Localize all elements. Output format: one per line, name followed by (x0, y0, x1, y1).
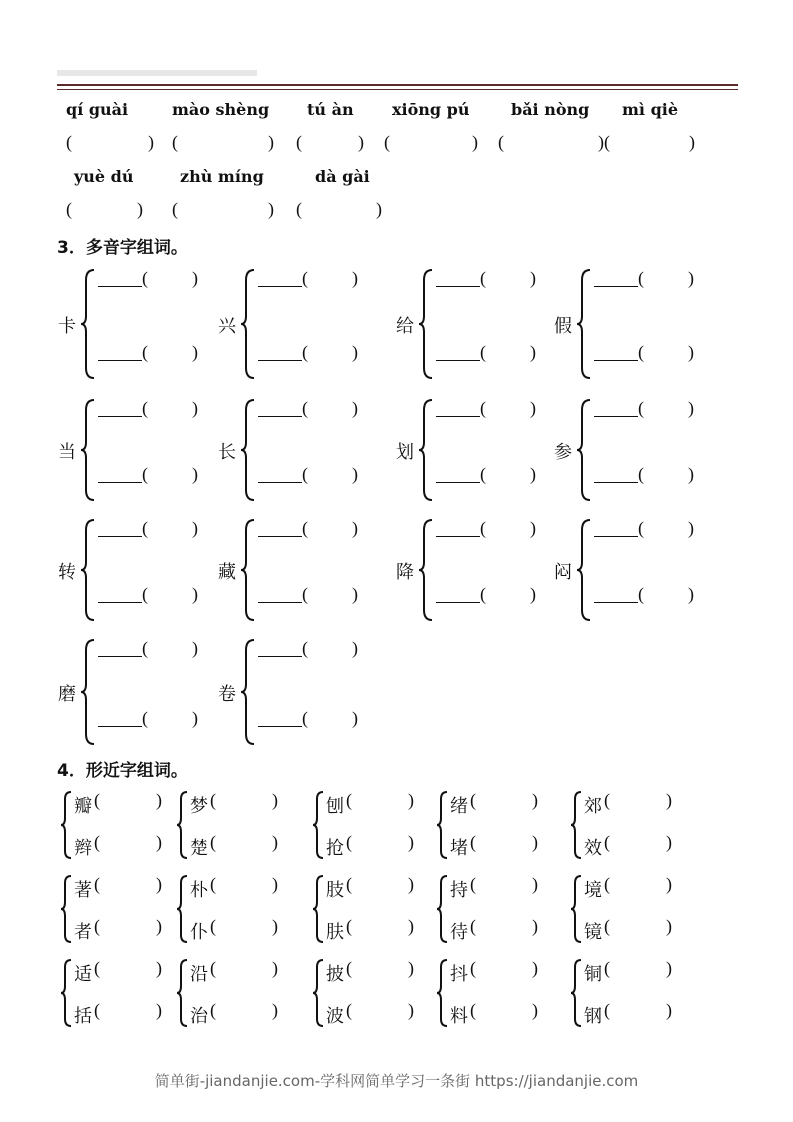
answer-paren-close: ) (137, 199, 143, 219)
similar-char: 绪 (450, 796, 468, 817)
polyphone-char: 给 (396, 316, 414, 337)
polyphone-char: 藏 (218, 562, 236, 583)
pinyin-paren-close: ) (530, 268, 536, 288)
answer-paren-close: ) (689, 132, 695, 152)
similar-char: 刨 (326, 796, 344, 817)
curly-brace (240, 268, 256, 380)
header-faint-text (57, 70, 257, 76)
answer-paren-close: )( (598, 132, 610, 152)
curly-brace (60, 874, 72, 944)
word-paren-close: ) (408, 790, 414, 810)
pinyin-paren-open[interactable]: ( (302, 708, 308, 728)
pinyin-paren-open[interactable]: ( (302, 584, 308, 604)
pinyin-paren-close: ) (192, 342, 198, 362)
answer-paren-open[interactable]: ( (296, 199, 302, 219)
answer-paren-close: ) (268, 199, 274, 219)
word-paren-open[interactable]: ( (604, 790, 610, 810)
word-paren-open[interactable]: ( (604, 1000, 610, 1020)
word-blank-bottom[interactable] (594, 482, 638, 483)
pinyin-paren-close: ) (352, 584, 358, 604)
word-blank-top[interactable] (436, 536, 480, 537)
pinyin-paren-close: ) (688, 584, 694, 604)
answer-paren-close: ) (148, 132, 154, 152)
curly-brace (240, 638, 256, 746)
similar-char: 效 (584, 838, 602, 859)
pinyin-paren-open[interactable]: ( (142, 464, 148, 484)
curly-brace (576, 268, 592, 380)
similar-char: 抢 (326, 838, 344, 859)
word-blank-bottom[interactable] (258, 726, 302, 727)
word-paren-close: ) (156, 958, 162, 978)
curly-brace (570, 874, 582, 944)
pinyin-paren-close: ) (688, 518, 694, 538)
pinyin-paren-open[interactable]: ( (142, 518, 148, 538)
pinyin-item: yuè dú (74, 167, 134, 186)
curly-brace (176, 790, 188, 860)
pinyin-paren-close: ) (192, 584, 198, 604)
pinyin-item: zhù míng (180, 167, 264, 186)
pinyin-paren-open[interactable]: ( (302, 638, 308, 658)
word-paren-close: ) (532, 832, 538, 852)
polyphone-char: 降 (396, 562, 414, 583)
pinyin-item: tú àn (307, 100, 354, 119)
pinyin-paren-open[interactable]: ( (638, 398, 644, 418)
header-rule (57, 84, 738, 86)
answer-paren-open[interactable]: ( (172, 199, 178, 219)
pinyin-paren-open[interactable]: ( (480, 268, 486, 288)
word-paren-open[interactable]: ( (346, 916, 352, 936)
pinyin-paren-close: ) (192, 464, 198, 484)
word-blank-top[interactable] (258, 416, 302, 417)
answer-paren-open[interactable]: ( (172, 132, 178, 152)
section-4-title: 4．形近字组词。 (57, 761, 188, 781)
curly-brace (570, 790, 582, 860)
similar-char: 治 (190, 1006, 208, 1027)
pinyin-item: mì qiè (622, 100, 679, 119)
word-blank-top[interactable] (258, 536, 302, 537)
similar-char: 肤 (326, 922, 344, 943)
word-paren-close: ) (408, 1000, 414, 1020)
polyphone-char: 当 (58, 442, 76, 463)
pinyin-paren-open[interactable]: ( (638, 268, 644, 288)
pinyin-item: xiōng pú (392, 100, 470, 119)
answer-paren-open[interactable]: ( (384, 132, 390, 152)
word-paren-close: ) (272, 1000, 278, 1020)
answer-paren-open[interactable]: ( (66, 132, 72, 152)
answer-paren-open[interactable]: ( (296, 132, 302, 152)
word-blank-bottom[interactable] (98, 602, 142, 603)
curly-brace (60, 790, 72, 860)
word-paren-close: ) (408, 874, 414, 894)
word-paren-close: ) (408, 958, 414, 978)
similar-char: 郊 (584, 796, 602, 817)
word-blank-bottom[interactable] (258, 602, 302, 603)
word-paren-open[interactable]: ( (470, 958, 476, 978)
word-blank-top[interactable] (98, 286, 142, 287)
word-paren-open[interactable]: ( (604, 916, 610, 936)
similar-char: 境 (584, 880, 602, 901)
curly-brace (312, 958, 324, 1028)
word-paren-open[interactable]: ( (604, 832, 610, 852)
pinyin-paren-close: ) (352, 342, 358, 362)
polyphone-char: 假 (554, 316, 572, 337)
pinyin-paren-close: ) (530, 398, 536, 418)
word-paren-open[interactable]: ( (94, 874, 100, 894)
word-paren-open[interactable]: ( (604, 874, 610, 894)
word-paren-open[interactable]: ( (346, 832, 352, 852)
pinyin-paren-open[interactable]: ( (142, 638, 148, 658)
word-blank-bottom[interactable] (98, 726, 142, 727)
answer-paren-open[interactable]: ( (66, 199, 72, 219)
footer-watermark: 简单街-jiandanjie.com-学科网简单学习一条街 https://jiandanjie.com (154, 1072, 639, 1090)
curly-brace (80, 518, 96, 622)
similar-char: 料 (450, 1006, 468, 1027)
word-blank-top[interactable] (258, 286, 302, 287)
pinyin-paren-close: ) (688, 268, 694, 288)
header-rule-thin (57, 89, 738, 90)
pinyin-item: qí guài (66, 100, 129, 119)
polyphone-char: 兴 (218, 316, 236, 337)
word-paren-close: ) (156, 832, 162, 852)
word-paren-close: ) (272, 832, 278, 852)
similar-char: 披 (326, 964, 344, 985)
pinyin-item: mào shèng (172, 100, 270, 119)
polyphone-char: 转 (58, 562, 76, 583)
pinyin-paren-close: ) (352, 398, 358, 418)
word-paren-close: ) (532, 958, 538, 978)
similar-char: 梦 (190, 796, 208, 817)
answer-paren-close: ) (268, 132, 274, 152)
word-paren-open[interactable]: ( (210, 874, 216, 894)
word-blank-top[interactable] (436, 286, 480, 287)
pinyin-paren-close: ) (530, 342, 536, 362)
pinyin-paren-close: ) (192, 268, 198, 288)
word-paren-open[interactable]: ( (210, 958, 216, 978)
word-paren-open[interactable]: ( (470, 1000, 476, 1020)
pinyin-paren-close: ) (530, 518, 536, 538)
word-paren-open[interactable]: ( (210, 1000, 216, 1020)
similar-char: 待 (450, 922, 468, 943)
word-paren-close: ) (666, 832, 672, 852)
pinyin-paren-open[interactable]: ( (142, 268, 148, 288)
curly-brace (436, 874, 448, 944)
pinyin-paren-close: ) (192, 708, 198, 728)
pinyin-paren-close: ) (352, 518, 358, 538)
word-paren-open[interactable]: ( (346, 790, 352, 810)
curly-brace (418, 518, 434, 622)
curly-brace (576, 398, 592, 502)
word-paren-close: ) (532, 874, 538, 894)
word-paren-close: ) (272, 916, 278, 936)
similar-char: 著 (74, 880, 92, 901)
word-paren-open[interactable]: ( (470, 790, 476, 810)
word-blank-bottom[interactable] (258, 360, 302, 361)
curly-brace (312, 874, 324, 944)
curly-brace (576, 518, 592, 622)
word-paren-open[interactable]: ( (346, 958, 352, 978)
pinyin-paren-open[interactable]: ( (480, 584, 486, 604)
similar-char: 铜 (584, 964, 602, 985)
word-paren-open[interactable]: ( (470, 832, 476, 852)
pinyin-paren-open[interactable]: ( (480, 398, 486, 418)
pinyin-paren-close: ) (688, 464, 694, 484)
answer-paren-open[interactable]: ( (498, 132, 504, 152)
curly-brace (80, 398, 96, 502)
word-paren-open[interactable]: ( (94, 916, 100, 936)
word-paren-close: ) (532, 790, 538, 810)
word-paren-close: ) (408, 916, 414, 936)
word-blank-bottom[interactable] (436, 482, 480, 483)
pinyin-paren-close: ) (530, 584, 536, 604)
word-paren-close: ) (666, 1000, 672, 1020)
word-paren-close: ) (666, 790, 672, 810)
word-paren-open[interactable]: ( (470, 916, 476, 936)
pinyin-paren-open[interactable]: ( (302, 268, 308, 288)
word-paren-close: ) (156, 874, 162, 894)
word-paren-open[interactable]: ( (94, 790, 100, 810)
similar-char: 适 (74, 964, 92, 985)
curly-brace (80, 638, 96, 746)
word-blank-top[interactable] (98, 656, 142, 657)
word-paren-close: ) (156, 916, 162, 936)
polyphone-char: 闷 (554, 562, 572, 583)
similar-char: 瓣 (74, 796, 92, 817)
curly-brace (240, 518, 256, 622)
similar-char: 者 (74, 922, 92, 943)
similar-char: 抖 (450, 964, 468, 985)
word-paren-open[interactable]: ( (94, 1000, 100, 1020)
curly-brace (176, 874, 188, 944)
pinyin-item: bǎi nòng (511, 100, 590, 119)
pinyin-paren-open[interactable]: ( (302, 518, 308, 538)
curly-brace (80, 268, 96, 380)
word-blank-bottom[interactable] (98, 360, 142, 361)
word-paren-open[interactable]: ( (346, 874, 352, 894)
pinyin-paren-close: ) (688, 398, 694, 418)
word-paren-open[interactable]: ( (210, 916, 216, 936)
word-paren-open[interactable]: ( (470, 874, 476, 894)
pinyin-paren-close: ) (192, 518, 198, 538)
word-paren-close: ) (532, 1000, 538, 1020)
word-paren-close: ) (666, 874, 672, 894)
polyphone-char: 卡 (58, 316, 76, 337)
similar-char: 朴 (190, 880, 208, 901)
pinyin-paren-open[interactable]: ( (302, 398, 308, 418)
pinyin-paren-close: ) (352, 268, 358, 288)
word-paren-open[interactable]: ( (210, 832, 216, 852)
word-paren-close: ) (156, 790, 162, 810)
pinyin-paren-close: ) (688, 342, 694, 362)
word-paren-open[interactable]: ( (94, 958, 100, 978)
similar-char: 持 (450, 880, 468, 901)
curly-brace (418, 398, 434, 502)
pinyin-paren-open[interactable]: ( (142, 584, 148, 604)
pinyin-paren-close: ) (192, 638, 198, 658)
curly-brace (312, 790, 324, 860)
word-paren-close: ) (156, 1000, 162, 1020)
pinyin-paren-open[interactable]: ( (638, 342, 644, 362)
answer-paren-close: ) (472, 132, 478, 152)
word-blank-bottom[interactable] (98, 482, 142, 483)
pinyin-paren-open[interactable]: ( (302, 464, 308, 484)
similar-char: 波 (326, 1006, 344, 1027)
polyphone-char: 划 (396, 442, 414, 463)
curly-brace (176, 958, 188, 1028)
word-paren-close: ) (272, 790, 278, 810)
similar-char: 括 (74, 1006, 92, 1027)
similar-char: 辫 (74, 838, 92, 859)
word-paren-open[interactable]: ( (346, 1000, 352, 1020)
word-paren-open[interactable]: ( (604, 958, 610, 978)
answer-paren-close: ) (376, 199, 382, 219)
word-blank-bottom[interactable] (594, 360, 638, 361)
pinyin-paren-open[interactable]: ( (480, 518, 486, 538)
word-paren-close: ) (408, 832, 414, 852)
pinyin-paren-close: ) (352, 464, 358, 484)
curly-brace (60, 958, 72, 1028)
polyphone-char: 参 (554, 442, 572, 463)
word-blank-top[interactable] (98, 536, 142, 537)
curly-brace (570, 958, 582, 1028)
curly-brace (436, 790, 448, 860)
curly-brace (436, 958, 448, 1028)
pinyin-paren-open[interactable]: ( (480, 464, 486, 484)
polyphone-char: 长 (218, 442, 236, 463)
pinyin-paren-open[interactable]: ( (638, 464, 644, 484)
word-paren-open[interactable]: ( (94, 832, 100, 852)
pinyin-paren-open[interactable]: ( (638, 584, 644, 604)
pinyin-paren-close: ) (530, 464, 536, 484)
curly-brace (418, 268, 434, 380)
similar-char: 沿 (190, 964, 208, 985)
pinyin-paren-open[interactable]: ( (142, 342, 148, 362)
pinyin-paren-close: ) (352, 638, 358, 658)
pinyin-paren-open[interactable]: ( (142, 708, 148, 728)
pinyin-paren-close: ) (352, 708, 358, 728)
pinyin-paren-open[interactable]: ( (302, 342, 308, 362)
word-blank-bottom[interactable] (436, 602, 480, 603)
word-blank-top[interactable] (98, 416, 142, 417)
word-paren-close: ) (532, 916, 538, 936)
word-blank-bottom[interactable] (258, 482, 302, 483)
word-blank-top[interactable] (436, 416, 480, 417)
word-blank-bottom[interactable] (594, 602, 638, 603)
similar-char: 肢 (326, 880, 344, 901)
pinyin-paren-open[interactable]: ( (638, 518, 644, 538)
pinyin-paren-open[interactable]: ( (480, 342, 486, 362)
polyphone-char: 卷 (218, 684, 236, 705)
pinyin-paren-close: ) (192, 398, 198, 418)
similar-char: 仆 (190, 922, 208, 943)
similar-char: 钢 (584, 1006, 602, 1027)
similar-char: 镜 (584, 922, 602, 943)
word-blank-top[interactable] (594, 536, 638, 537)
word-blank-top[interactable] (258, 656, 302, 657)
polyphone-char: 磨 (58, 684, 76, 705)
word-blank-top[interactable] (594, 416, 638, 417)
word-paren-close: ) (272, 958, 278, 978)
answer-paren-close: ) (358, 132, 364, 152)
similar-char: 楚 (190, 838, 208, 859)
curly-brace (240, 398, 256, 502)
pinyin-item: dà gài (315, 167, 370, 186)
word-paren-open[interactable]: ( (210, 790, 216, 810)
word-blank-bottom[interactable] (436, 360, 480, 361)
similar-char: 堵 (450, 838, 468, 859)
word-blank-top[interactable] (594, 286, 638, 287)
word-paren-close: ) (666, 916, 672, 936)
pinyin-paren-open[interactable]: ( (142, 398, 148, 418)
word-paren-close: ) (666, 958, 672, 978)
word-paren-close: ) (272, 874, 278, 894)
section-3-title: 3．多音字组词。 (57, 238, 188, 258)
